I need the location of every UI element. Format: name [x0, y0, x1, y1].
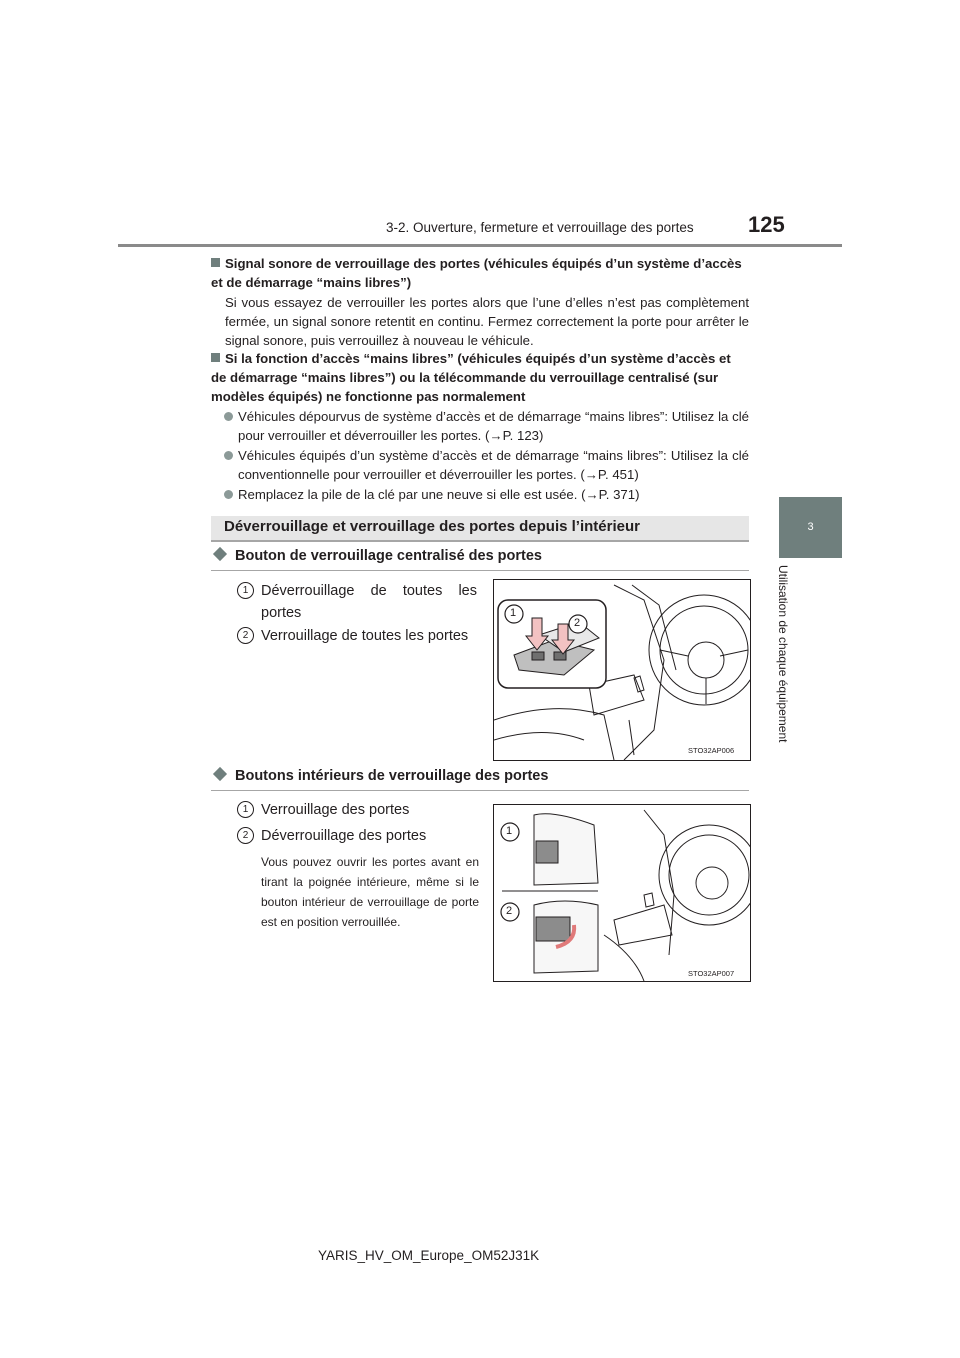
figure-central-lock-switch	[493, 579, 751, 761]
subsection-divider	[211, 790, 749, 791]
bullet-item-1: Véhicules dépourvus de système d’accès et de démarrage “mains libres”: Utilisez la clé pour verrouiller et déverrouiller les portes. (→P. 123)	[238, 407, 749, 445]
bullet-item-2: Véhicules équipés d’un système d’accès et de démarrage “mains libres”: Utilisez la clé conventionnelle pour verrouiller et déverrouiller les portes. (→P. 451)	[238, 446, 749, 484]
square-bullet-icon	[211, 353, 220, 362]
legend-item-1: 1 Déverrouillage de toutes les portes	[237, 580, 477, 624]
number-badge: 2	[237, 627, 254, 644]
round-bullet-icon	[224, 490, 233, 499]
car-interior-illustration	[494, 580, 750, 760]
chapter-tab: 3	[779, 497, 842, 558]
number-badge: 1	[237, 801, 254, 818]
note-text: Vous pouvez ouvrir les portes avant en tirant la poignée intérieure, même si le bouton intérieur de verrouillage de porte est en position verrouillée.	[261, 855, 479, 929]
block-title-2: Si la fonction d’accès “mains libres” (véhicules équipés d’un système d’accès et de démarrage “mains libres”) ou la télécommande du verrouillage centralisé (sur modèles équipés) ne fonctionne pas normalement	[211, 351, 731, 404]
header-divider	[118, 244, 842, 247]
document-footer: YARIS_HV_OM_Europe_OM52J31K	[318, 1248, 540, 1263]
subsection-title-2: Boutons intérieurs de verrouillage des portes	[211, 768, 548, 784]
diamond-bullet-icon	[213, 547, 227, 561]
chapter-tab-label: Utilisation de chaque équipement	[776, 565, 790, 743]
callout-1: 1	[510, 607, 517, 619]
block-title-1: Signal sonore de verrouillage des portes (véhicules équipés d’un système d’accès et de démarrage “mains libres”)	[211, 256, 742, 290]
callout-2: 2	[506, 905, 513, 917]
round-bullet-icon	[224, 451, 233, 460]
figure-code: STO32AP007	[688, 969, 735, 978]
section-heading: Déverrouillage et verrouillage des portes depuis l’intérieur	[224, 518, 640, 535]
diamond-bullet-icon	[213, 767, 227, 781]
figure-interior-lock-buttons	[493, 804, 751, 982]
bullet-item-3: Remplacez la pile de la clé par une neuve si elle est usée. (→P. 371)	[238, 485, 749, 504]
page-number: 125	[748, 212, 785, 237]
callout-2: 2	[574, 617, 581, 629]
callout-1: 1	[506, 825, 513, 837]
legend-item-2: 2 Verrouillage de toutes les portes	[237, 625, 487, 647]
legend-item-2: 2 Déverrouillage des portes	[237, 825, 487, 847]
subsection-divider	[211, 570, 749, 571]
block-text-1: Si vous essayez de verrouiller les portes alors que l’une d’elles n’est pas complètement fermée, un signal sonore retentit en continu. Fermez correctement la porte pour arrêter le signal sonore, puis verrouillez à nouveau le véhicule.	[225, 295, 749, 348]
running-header-section: 3-2. Ouverture, fermeture et verrouillage des portes	[386, 220, 694, 235]
section-heading-bar	[211, 516, 749, 542]
number-badge: 1	[237, 582, 254, 599]
car-interior-illustration	[494, 805, 750, 981]
chapter-tab-label-container	[770, 560, 794, 760]
number-badge: 2	[237, 827, 254, 844]
subsection-title-1: Bouton de verrouillage centralisé des portes	[211, 548, 542, 564]
square-bullet-icon	[211, 258, 220, 267]
round-bullet-icon	[224, 412, 233, 421]
legend-item-1: 1 Verrouillage des portes	[237, 799, 487, 821]
figure-code: STO32AP006	[688, 746, 735, 755]
